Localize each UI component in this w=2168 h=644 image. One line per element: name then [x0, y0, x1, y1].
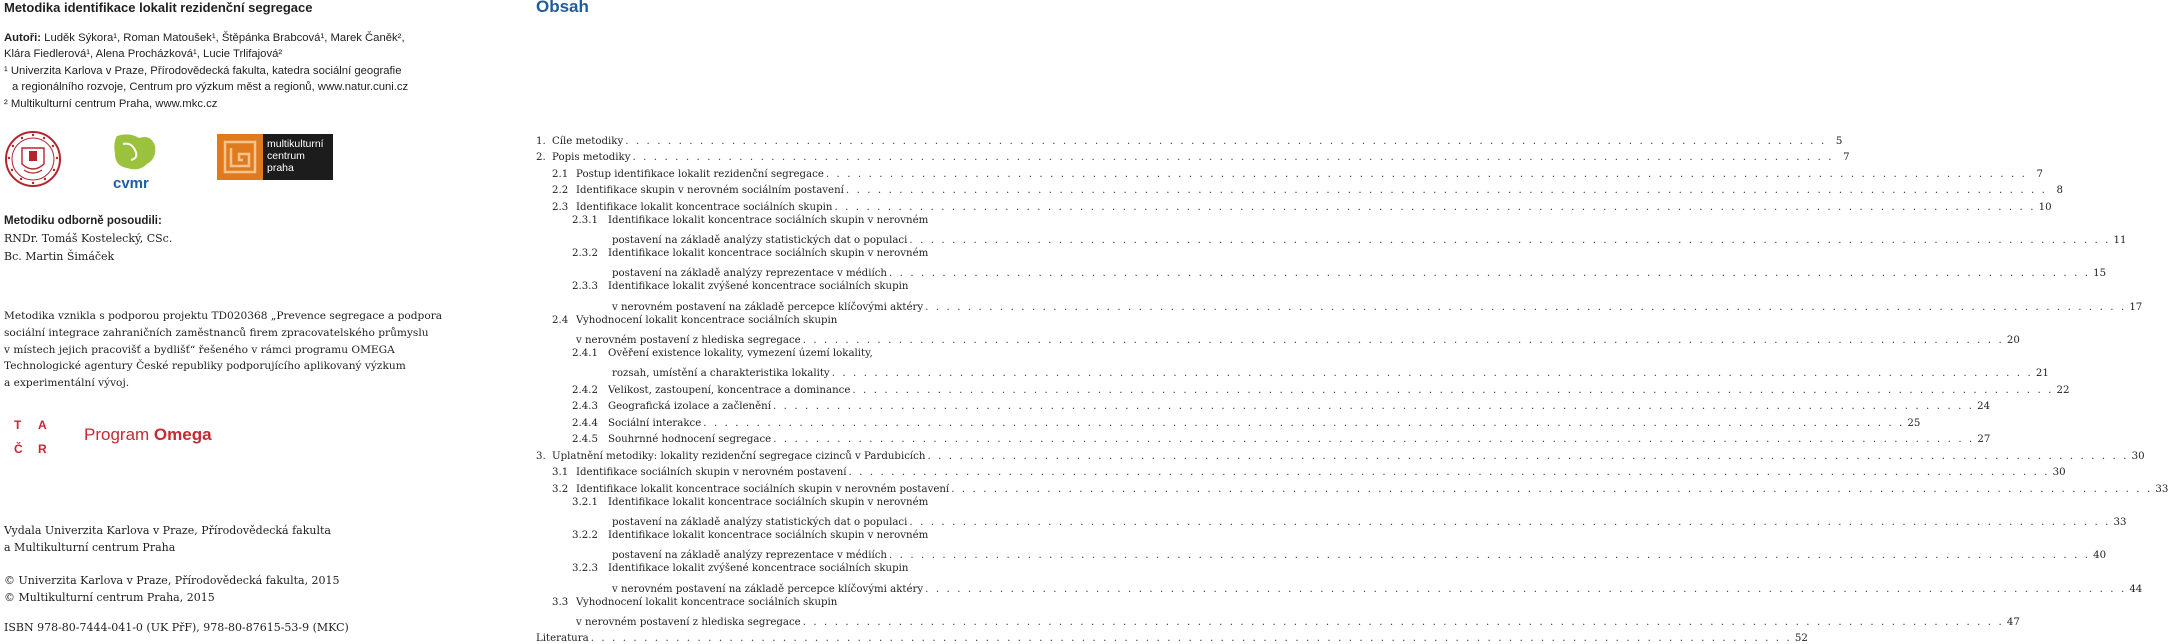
toc-entry-heading[interactable] — [536, 313, 960, 330]
toc-leader-dots — [630, 152, 1835, 163]
toc-page-number: 24 — [1977, 401, 1991, 413]
mkc-logo-line-2: centrum — [267, 150, 305, 162]
abstract-line: sociální integrace zahraničních zaměstnanců firem zpracovatelského průmyslu — [4, 326, 429, 339]
toc-leader-dots — [801, 617, 2006, 628]
authors-line-1: Luděk Sýkora¹, Roman Matoušek¹, Štěpánka Brabcová¹, Marek Čaněk², — [44, 32, 405, 44]
toc-page-number: 11 — [2113, 235, 2127, 247]
toc-entry[interactable] — [536, 478, 2168, 496]
toc-page-number: 44 — [2129, 583, 2143, 595]
toc-page-number: 25 — [1907, 417, 1921, 429]
toc-entry-title: Identifikace skupin v nerovném sociálním postavení — [576, 185, 844, 197]
document-title: Metodika identifikace lokalit rezidenční segregace — [4, 0, 313, 15]
toc-page-number: 33 — [2155, 484, 2168, 496]
abstract-paragraph — [4, 308, 444, 392]
toc-entry-number: 2.3.2 — [572, 248, 598, 260]
toc-leader-dots — [771, 434, 1976, 445]
toc-entry-title: Sociální interakce — [608, 417, 702, 429]
toc-entry-title: Identifikace lokalit koncentrace sociálních skupin v nerovném — [608, 248, 929, 260]
authors-block — [4, 30, 444, 112]
toc-entry-title-continuation: rozsah, umístění a charakteristika lokality — [612, 367, 830, 379]
toc-entry[interactable]: 1. Cíle metodiky . . . 5 — [536, 130, 960, 147]
publisher-block — [4, 522, 331, 556]
toc-entry-title: Souhrnné hodnocení segregace — [608, 434, 772, 446]
toc-entry-number: 3.3 — [552, 596, 569, 608]
toc-entry-heading[interactable] — [536, 528, 960, 545]
toc-entry-title-continuation: v nerovném postavení z hlediska segregace — [576, 616, 801, 628]
left-column — [4, 0, 444, 636]
toc-page-number: 7 — [1843, 152, 1850, 164]
abstract-line: Metodika vznikla s podporou projektu TD020368 „Prevence segregace a podpora — [4, 310, 443, 322]
toc-entry[interactable] — [536, 628, 1808, 644]
toc-page-number: 22 — [2056, 384, 2070, 396]
toc-entry-number: 2.2 — [552, 185, 569, 197]
omega-program-word: Program — [84, 425, 150, 444]
toc-entry-number: 2.4.4 — [572, 417, 598, 429]
toc-leader-dots — [701, 418, 1906, 429]
toc-entry-title-continuation: postavení na základě analýzy reprezentace v médiích — [612, 268, 887, 280]
toc-leader-dots — [824, 169, 2029, 180]
toc-entry-heading[interactable] — [536, 279, 960, 296]
toc-entry-number: 2.3.1 — [572, 214, 598, 226]
cvmr-logo-text: cvmr — [113, 175, 149, 192]
toc-entry[interactable] — [536, 163, 2043, 180]
toc-entry-heading[interactable] — [536, 213, 960, 230]
toc-entry[interactable] — [536, 412, 1921, 429]
toc-leader-dots — [907, 517, 2112, 528]
toc-entry-title: Vyhodnocení lokalit koncentrace sociálních skupin — [576, 596, 838, 608]
tacr-logo — [12, 414, 54, 458]
toc-leader-dots — [832, 202, 2037, 213]
toc-entry-number: 3.2 — [552, 484, 569, 496]
toc-page-number: 47 — [2006, 616, 2020, 628]
toc-entry[interactable] — [536, 396, 1991, 413]
toc-entry-title-continuation: v nerovném postavení z hlediska segregace — [576, 334, 801, 346]
toc-entry[interactable] — [536, 611, 2020, 628]
toc-leader-dots — [887, 268, 2092, 279]
publisher-line-1: Vydala Univerzita Karlova v Praze, Přírodovědecká fakulta — [4, 524, 331, 537]
mkc-logo-line-3: praha — [267, 162, 294, 174]
toc-leader-dots — [830, 368, 2035, 379]
tacr-letter: R — [38, 442, 47, 456]
toc-entry-heading[interactable] — [536, 346, 960, 363]
reviewer-2: Bc. Martin Šimáček — [4, 250, 115, 263]
toc-entry-title: Postup identifikace lokalit rezidenční segregace — [576, 168, 824, 180]
tacr-letter: T — [14, 418, 22, 432]
toc-entry-title: Identifikace lokalit zvýšené koncentrace sociálních skupin — [608, 563, 909, 575]
toc-entry-number: 2.3.3 — [572, 281, 598, 293]
toc-entry[interactable] — [536, 462, 2066, 479]
toc-page-number: 5 — [1835, 135, 1843, 147]
authors-label: Autoři: — [4, 32, 42, 44]
toc-leader-dots — [907, 235, 2112, 246]
toc-entry-title: Identifikace lokalit koncentrace sociálních skupin v nerovném — [608, 214, 929, 226]
program-omega-logo — [84, 425, 212, 445]
toc-entry[interactable] — [536, 362, 2049, 379]
toc-entry-number: 3.2.1 — [572, 497, 598, 509]
toc-entry-title: Geografická izolace a začlenění — [608, 401, 771, 413]
toc-entry-number: 3.2.2 — [572, 530, 598, 542]
affiliation-1-line-2: a regionálního rozvoje, Centrum pro výzkum měst a regionů, www.natur.cuni.cz — [12, 81, 409, 94]
toc-leader-dots — [847, 467, 2052, 478]
toc-entry-title: Identifikace lokalit koncentrace sociálních skupin v nerovném — [608, 530, 929, 542]
toc-entry-number: 2.4.3 — [572, 401, 598, 413]
affiliation-1-line-1: ¹ Univerzita Karlova v Praze, Přírodovědecká fakulta, katedra sociální geografie — [4, 64, 402, 77]
toc-entry-title: Cíle metodiky — [552, 135, 624, 147]
toc-leader-dots — [949, 484, 2154, 495]
toc-leader-dots — [589, 633, 1794, 644]
toc-entry-title: Popis metodiky — [552, 152, 631, 164]
toc-entry-title: Ověření existence lokality, vymezení území lokality, — [608, 347, 873, 359]
toc-entry-title: Identifikace sociálních skupin v nerovném postavení — [576, 467, 847, 479]
toc-entry-title: Identifikace lokalit koncentrace sociálních skupin v nerovném — [608, 497, 929, 509]
toc-entry-title-continuation: postavení na základě analýzy statistických dat o populaci — [612, 517, 908, 529]
toc-entry-title: Vyhodnocení lokalit koncentrace sociálních skupin — [576, 314, 838, 326]
toc-entry-heading[interactable] — [536, 595, 960, 612]
toc-entry-title: Identifikace lokalit koncentrace sociálních skupin v nerovném postavení — [576, 484, 950, 496]
abstract-line: Technologické agentury České republiky podporujícího aplikovaný výzkum — [4, 360, 406, 373]
toc-page-number: 40 — [2093, 550, 2107, 562]
toc-page-number: 7 — [2036, 168, 2043, 180]
toc-leader-dots — [887, 550, 2092, 561]
toc-heading: Obsah — [536, 0, 589, 16]
toc-entry-number: 3.2.3 — [572, 563, 598, 575]
toc-page-number: 52 — [1794, 633, 1808, 644]
mkc-logo-line-1: multikulturní — [267, 138, 324, 150]
toc-entry[interactable] — [536, 429, 1991, 446]
toc-entry[interactable]: 2. Popis metodiky . . . 7 — [536, 147, 960, 164]
copyright-block — [4, 572, 340, 606]
table-of-contents — [536, 130, 2168, 644]
copyright-2: © Multikulturní centrum Praha, 2015 — [4, 591, 215, 604]
toc-page-number: 27 — [1977, 434, 1991, 446]
toc-entry[interactable] — [536, 263, 2107, 280]
toc-leader-dots — [925, 451, 2130, 462]
toc-leader-dots — [923, 302, 2128, 313]
toc-page-number: 21 — [2035, 367, 2049, 379]
tacr-letter: A — [38, 418, 47, 432]
reviewer-1: RNDr. Tomáš Kostelecký, CSc. — [4, 232, 173, 245]
toc-page-number: 10 — [2038, 201, 2052, 213]
tacr-letter: Č — [14, 442, 23, 456]
toc-entry-title: Literatura — [536, 633, 589, 644]
toc-entry-heading[interactable] — [536, 561, 960, 578]
toc-entry[interactable] — [536, 379, 2070, 396]
toc-leader-dots — [923, 584, 2128, 595]
toc-entry-number: 2.4.2 — [572, 384, 598, 396]
toc-leader-dots — [801, 335, 2006, 346]
abstract-line: a experimentální vývoj. — [4, 377, 130, 390]
toc-entry-title-continuation: postavení na základě analýzy reprezentace v médiích — [612, 550, 887, 562]
toc-entry[interactable] — [536, 230, 2127, 247]
toc-entry-heading[interactable] — [536, 495, 960, 512]
toc-entry-title: Identifikace lokalit koncentrace sociálních skupin — [576, 201, 833, 213]
toc-page-number: 17 — [2129, 301, 2143, 313]
toc-page-number: 30 — [2052, 467, 2066, 479]
toc-entry[interactable] — [536, 578, 2143, 595]
toc-entry[interactable] — [536, 180, 2064, 197]
toc-entry[interactable] — [536, 545, 2107, 562]
toc-leader-dots — [844, 185, 2049, 196]
toc-entry-title: Uplatnění metodiky: lokality rezidenční segregace cizinců v Pardubicích — [552, 450, 926, 462]
toc-page-number: 30 — [2131, 450, 2145, 462]
isbn: ISBN 978-80-7444-041-0 (UK PřF), 978-80-87615-53-9 (MKC) — [4, 621, 349, 634]
toc-leader-dots — [850, 385, 2055, 396]
toc-entry[interactable] — [536, 196, 2052, 213]
logos-row — [4, 128, 444, 190]
toc-entry[interactable] — [536, 512, 2127, 529]
toc-entry-number: 2.4.5 — [572, 434, 598, 446]
toc-entry-heading[interactable] — [536, 246, 960, 263]
toc-entry-title-continuation: v nerovném postavení na základě percepce klíčovými aktéry — [612, 583, 924, 595]
toc-entry-number: 2.1 — [552, 168, 569, 180]
authors-line-2: Klára Fiedlerová¹, Alena Procházková¹, Lucie Trlifajová² — [4, 48, 283, 61]
copyright-1: © Univerzita Karlova v Praze, Přírodovědecká fakulta, 2015 — [4, 574, 340, 587]
toc-entry[interactable] — [536, 296, 2143, 313]
cvmr-logo — [109, 132, 161, 190]
toc-leader-dots — [623, 136, 1828, 147]
abstract-line: v místech jejich pracovišť a bydlišť“ řešeného v rámci programu OMEGA — [4, 343, 395, 356]
toc-entry-number: 2.4 — [552, 314, 569, 326]
toc-entry-title: Identifikace lokalit zvýšené koncentrace sociálních skupin — [608, 281, 909, 293]
omega-name: Omega — [153, 425, 212, 444]
toc-entry-title-continuation: v nerovném postavení na základě percepce klíčovými aktéry — [612, 301, 924, 313]
toc-page-number: 20 — [2006, 334, 2020, 346]
toc-entry-number: 2.3 — [552, 201, 569, 213]
toc-entry-title: Velikost, zastoupení, koncentrace a dominance — [608, 384, 851, 396]
toc-entry-title-continuation: postavení na základě analýzy statistických dat o populaci — [612, 235, 908, 247]
reviewers-label: Metodiku odborně posoudili: — [4, 215, 162, 227]
reviewers-block — [4, 212, 172, 266]
affiliation-2: ² Multikulturní centrum Praha, www.mkc.cz — [4, 97, 218, 110]
toc-leader-dots — [771, 401, 1976, 412]
toc-entry[interactable]: 3. Uplatnění metodiky: lokality rezidenční segregace cizinců v Pardubicích . . . 30 — [536, 445, 960, 462]
toc-entry[interactable] — [536, 329, 2020, 346]
toc-page-number: 8 — [2056, 185, 2064, 197]
publisher-line-2: a Multikulturní centrum Praha — [4, 541, 176, 554]
toc-page-number: 33 — [2113, 517, 2127, 529]
mkc-logo — [217, 134, 333, 180]
toc-entry-number: 2.4.1 — [572, 347, 598, 359]
toc-entry-number: 3.1 — [552, 467, 569, 479]
toc-page-number: 15 — [2093, 268, 2107, 280]
charles-university-seal-logo — [4, 128, 62, 190]
